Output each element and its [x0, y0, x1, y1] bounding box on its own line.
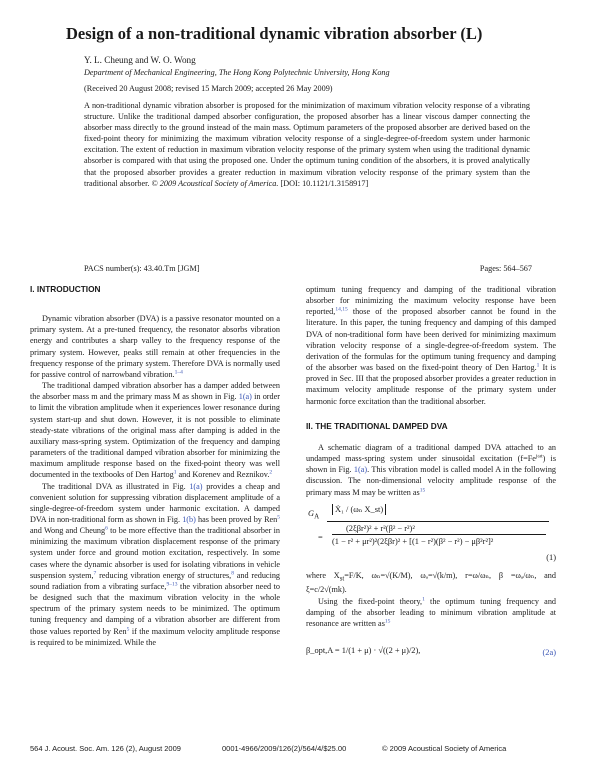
figure-link[interactable]: 1(a) [189, 481, 203, 491]
affiliation: Department of Mechanical Engineering, The Hong Kong Polytechnic University, Hong Kong [84, 68, 390, 77]
figure-link[interactable]: 1(b) [182, 514, 196, 524]
ref-link[interactable]: 7 [93, 570, 97, 577]
ref-link[interactable]: 1 [173, 469, 177, 476]
page-range: Pages: 564–567 [479, 264, 532, 273]
page-title: Design of a non-traditional dynamic vibration absorber (L) [66, 24, 483, 43]
equation-number-1: (1) [546, 552, 556, 562]
figure-link[interactable]: 1(a) [353, 465, 368, 475]
ref-link[interactable]: 2 [269, 469, 273, 476]
intro-paragraph-2: The traditional damped vibration absorber has a damper added between the absorber mass m and the primary mass M as shown in Fig. 1(a) in order to limit the vibration amplitude when it experiences lower resonance during system start-up and shut down. However, it is not possible to eliminate steady-state vibrations of the original mass after damping is added in the auxiliary mass-spring system. Optimization of the frequency and damping parameters of the traditional damped vibration absorber for minimizing the maximum amplitude response based on the fixed-point theory was well documented in the textbooks of Den Hartog$^1$ and Korenev and Reznikov.$^2$ [30, 381, 280, 480]
abstract-text: A non-traditional dynamic vibration absorber is proposed for the minimization of maximum vibration velocity response of a vibrating structure. Unlike the traditional damped absorber configuration, the proposed absorber has a linear viscous damper connecting the absorber mass directly to the ground instead of the main mass. Optimum parameters of the proposed absorber are derived based on the fixed-point theory for minimizing the maximum vibration velocity response of a single-degree-of-freedom system under harmonic excitation. The extent of reduction in maximum vibration velocity response of the primary system when using the traditional dynamic absorber is compared with that using the proposed one. Under the optimum tuning condition of the absorbers, it is proved analytically that the proposed absorber provides a greater reduction in maximum vibration velocity response of the primary system than the traditional absorber. [84, 101, 530, 188]
equation-1-numerator: (2ξβr²)² + r²(β² − r²)² [346, 523, 415, 533]
fraction-bar [332, 534, 546, 535]
dva-paragraph-2: Using the fixed-point theory,$^1$ the optimum tuning frequency and damping of the absorber leading to minimum vibration amplitude at resonance are written $as^{15}$ [306, 595, 557, 628]
right-column [306, 284, 556, 671]
abstract-doi: [DOI: 10.1121/1.3158917] [280, 178, 369, 188]
equation-2a-expression: β_opt,A = 1/(1 + μ) · √((2 + μ)/2), [306, 646, 421, 656]
ref-link[interactable]: 5 [277, 514, 281, 521]
section-heading-intro: I. INTRODUCTION [30, 284, 101, 294]
ref-link[interactable]: 14,15 [335, 306, 348, 313]
equation-2a [306, 639, 556, 671]
authors: Y. L. Cheung and W. O. Wong [84, 55, 196, 65]
abstract [84, 100, 530, 189]
footer-code: 0001-4966/2009/126(2)/564/4/$25.00 [222, 744, 347, 753]
ref-link[interactable]: 15 [419, 486, 426, 493]
pacs-numbers: PACS number(s): 43.40.Tm [JGM] [84, 264, 200, 273]
equation-1-lhs: $G_A$ [308, 508, 320, 521]
equation-1: $G_A$ Ẋ₁ / (ωₙ X_st) = (2ξβr²)² + r²(β² − r²)² (1 − r² + μr²)²(2ξβr)² + [(1 − r²)(β² − r²) − μβ²r²]² (1) [308, 504, 556, 562]
equation-1-denominator: (1 − r² + μr²)²(2ξβr)² + [(1 − r²)(β² − r²) − μβ²r²]² [332, 536, 494, 546]
equation-number-2a[interactable]: (2a) [542, 648, 556, 658]
ref-link[interactable]: 1 [536, 362, 540, 369]
variable-definitions: where $X_{st}=F/K$, ωₙ=√(K/M), ωₐ=√(k/m), r=ω/ωₙ, β =ωₐ/ωₙ, and ξ=c/2√(mk). [306, 570, 556, 595]
abstract-copyright: © 2009 Acoustical Society of America. [151, 178, 279, 188]
intro-paragraph-3: The traditional DVA as illustrated in Fig. 1(a) provides a cheap and convenient solution for suppressing vibration displacement amplitude of a single-degree-of-freedom system under harmonic excitation. A damped DVA in non-traditional form as shown in Fig. 1(b) has been proved by Ren$^5$ and Wong and Cheung$^6$ to be more effective than the traditional absorber in minimizing the maximum vibration displacement response of the primary system under force and ground motion excitation, respectively. In some cases where the dynamic absorber is used for isolating vibrations in vehicle suspension system,$^7$ reducing vibration energy of structures,$^8$ and reducing sound radiation from a vibrating surface,$^{9-13}$ the vibration absorber need to be designed such that the maximum vibration velocity in the whole spectrum of the primary system needs to be minimized. The optimum tuning frequency and damping of a vibration absorber are different from those values reported by Ren$^5$ if the maximum velocity amplitude response is required to be minimized. While the [30, 481, 281, 647]
dva-paragraph-1: A schematic diagram of a traditional damped DVA attached to an undamped mass-spring system under sinusoidal excitation $(f=Fe^{j\omega t})$ is shown in Fig. 1(a). This vibration model is called model A in the following discussion. The non-dimensional velocity amplitude response of the primary mass M may be written $as^{15}$ [306, 442, 557, 497]
equation-1-definition: Ẋ₁ / (ωₙ X_st) [330, 504, 388, 516]
ref-link[interactable]: 1 [422, 595, 425, 602]
left-column [30, 284, 280, 648]
ref-link[interactable]: 6 [105, 525, 108, 532]
figure-link[interactable]: 1(a) [238, 392, 252, 402]
received-dates: (Received 20 August 2008; revised 15 March 2009; accepted 26 May 2009) [84, 84, 333, 93]
ref-link[interactable]: 5 [126, 625, 130, 632]
ref-link[interactable]: 15 [384, 618, 391, 625]
section-heading-dva: II. THE TRADITIONAL DAMPED DVA [306, 420, 448, 431]
footer-copyright: © 2009 Acoustical Society of America [382, 744, 507, 753]
intro-paragraph-1: Dynamic vibration absorber (DVA) is a passive resonator mounted on a primary system. At a pre-tuned frequency, the resonator absorbs vibration energy and contributes a sharp valley to the frequency response of the primary system. However, peaks still remain at other frequencies in the frequency response of the primary system. Therefore DVA is normally used for passive control of narrowband vibration.$^{1-4}$ [30, 314, 280, 379]
ref-link[interactable]: 8 [231, 570, 234, 577]
intro-paragraph-4: optimum tuning frequency and damping of the traditional vibration absorber for minimizing the maximum velocity response have been reported,$^{14,15}$ those of the proposed absorber cannot be found in the literature. In this paper, the tuning frequency and damping of this damped DVA of non-traditional form have been derived for minimizing maximum vibration velocity response of a single-degree-of-freedom system. The derivation of the formulas for the optimum tuning frequency and damping of the absorber was based on the fixed-point theory of Den Hartog.$^1$ It is proved in Sec. III that the proposed absorber provides a greater reduction in maximum velocity amplitude response of the primary system under harmonic force excitation than the traditional absorber. [306, 285, 557, 406]
ref-link[interactable]: 9–13 [166, 581, 178, 588]
ref-link[interactable]: 1–4 [174, 369, 183, 376]
footer-journal: 564 J. Acoust. Soc. Am. 126 (2), August 2009 [30, 744, 181, 753]
